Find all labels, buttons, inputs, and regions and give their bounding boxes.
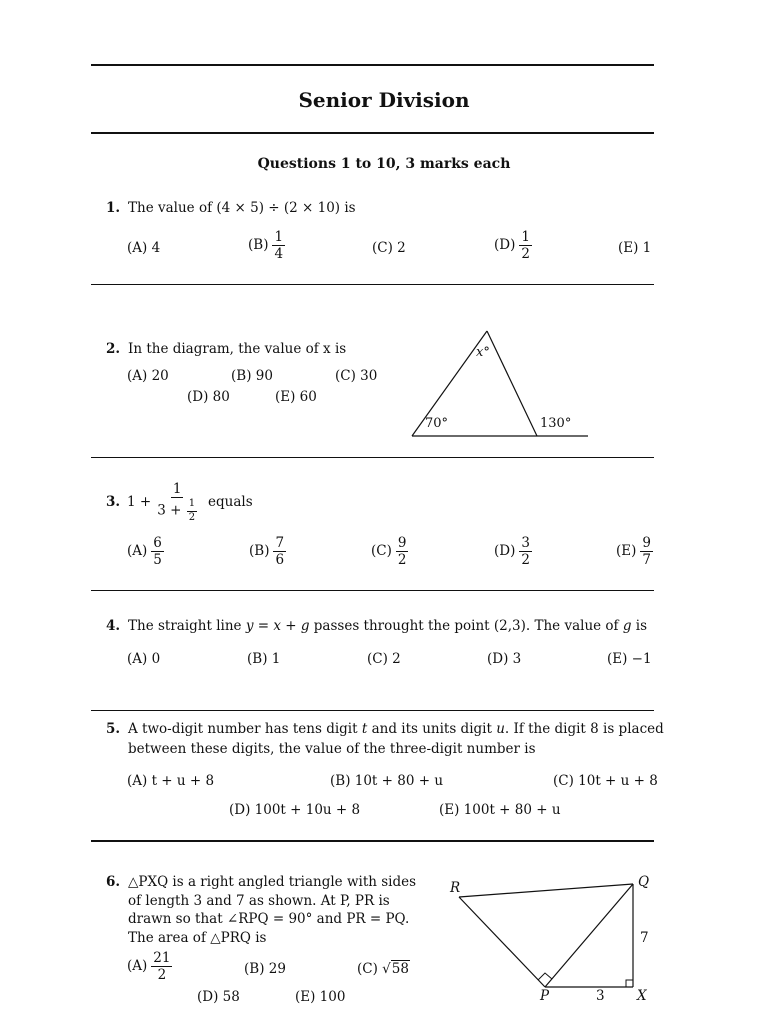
option-b: (B) $\frac{7}{6}$ xyxy=(249,535,285,569)
vertex-label-p: P xyxy=(540,988,550,1004)
option-d: (D) 58 xyxy=(197,989,240,1005)
option-c: (C) √58 xyxy=(357,961,409,977)
option-a: (A) 20 xyxy=(127,368,169,384)
question-text: The value of (4 × 5) ÷ (2 × 10) is xyxy=(128,200,356,216)
right-angle-marker-p xyxy=(538,973,552,980)
question-text-line1: △PXQ is a right angled triangle with sides xyxy=(128,874,417,890)
segment-pq xyxy=(545,884,633,987)
question-text-line1: A two-digit number has tens digit t and its units digit u. If the digit 8 is placed xyxy=(128,721,664,737)
option-b: (B) 29 xyxy=(244,961,286,977)
question-text-line4: The area of △PRQ is xyxy=(128,930,267,946)
option-d: (D) 3 xyxy=(487,651,522,667)
option-c: (C) 10t + u + 8 xyxy=(553,773,658,789)
option-d: (D) 80 xyxy=(187,389,230,405)
option-c: (C) 2 xyxy=(367,651,401,667)
option-b: (B) $\frac{1}{4}$ xyxy=(248,229,284,263)
section-subtitle: Questions 1 to 10, 3 marks each xyxy=(257,156,511,172)
side-label-7: 7 xyxy=(640,930,649,946)
page-title: Senior Division xyxy=(298,88,470,112)
option-e: (E) 60 xyxy=(275,389,317,405)
question-text: The straight line y = x + g passes throught the point (2,3). The value of g is xyxy=(128,618,648,634)
question-text-line2: between these digits, the value of the three-digit number is xyxy=(128,741,536,757)
question-text-line3: drawn so that ∠RPQ = 90° and PR = PQ. xyxy=(128,911,410,927)
option-d: (D) $\frac{3}{2}$ xyxy=(494,535,530,569)
option-e: (E) $\frac{9}{7}$ xyxy=(616,535,651,569)
option-c: (C) 2 xyxy=(372,240,406,256)
angle-label-70: 70° xyxy=(425,416,449,431)
option-e: (E) 1 xyxy=(618,240,652,256)
option-c: (C) $\frac{9}{2}$ xyxy=(371,535,407,569)
vertex-label-q: Q xyxy=(638,874,650,890)
segment-rp xyxy=(459,897,545,987)
angle-label-x: x° xyxy=(476,345,490,360)
question-text-line2: of length 3 and 7 as shown. At P, PR is xyxy=(128,893,390,909)
option-e: (E) −1 xyxy=(607,651,652,667)
option-e: (E) 100t + 80 + u xyxy=(439,802,561,818)
segment-rq xyxy=(459,884,633,897)
question-expression: 1 + 1 3 + $\frac{1}{2}$ xyxy=(127,481,196,523)
vertex-label-r: R xyxy=(450,880,461,896)
question-number: 5. xyxy=(106,721,121,737)
option-d: (D) 100t + 10u + 8 xyxy=(229,802,361,818)
vertex-label-x: X xyxy=(637,988,647,1004)
angle-label-130: 130° xyxy=(540,416,572,431)
option-b: (B) 10t + 80 + u xyxy=(330,773,444,789)
option-a: (A) 0 xyxy=(127,651,161,667)
question-number: 1. xyxy=(106,200,121,216)
question-number: 6. xyxy=(106,874,121,890)
right-angle-marker-x xyxy=(626,980,633,987)
option-a: (A) 4 xyxy=(127,240,161,256)
option-a: (A) t + u + 8 xyxy=(127,773,215,789)
side-label-3: 3 xyxy=(596,988,605,1004)
option-b: (B) 90 xyxy=(231,368,273,384)
question-text: In the diagram, the value of x is xyxy=(128,341,347,357)
option-e: (E) 100 xyxy=(295,989,346,1005)
option-b: (B) 1 xyxy=(247,651,281,667)
question-number: 3. xyxy=(106,494,121,510)
question-number: 4. xyxy=(106,618,121,634)
option-c: (C) 30 xyxy=(335,368,378,384)
option-d: (D) $\frac{1}{2}$ xyxy=(494,229,530,263)
option-a: (A) $\frac{6}{5}$ xyxy=(127,535,162,569)
question-text: equals xyxy=(208,494,253,510)
option-a: (A) $\frac{21}{2}$ xyxy=(127,950,171,984)
question-number: 2. xyxy=(106,341,121,357)
